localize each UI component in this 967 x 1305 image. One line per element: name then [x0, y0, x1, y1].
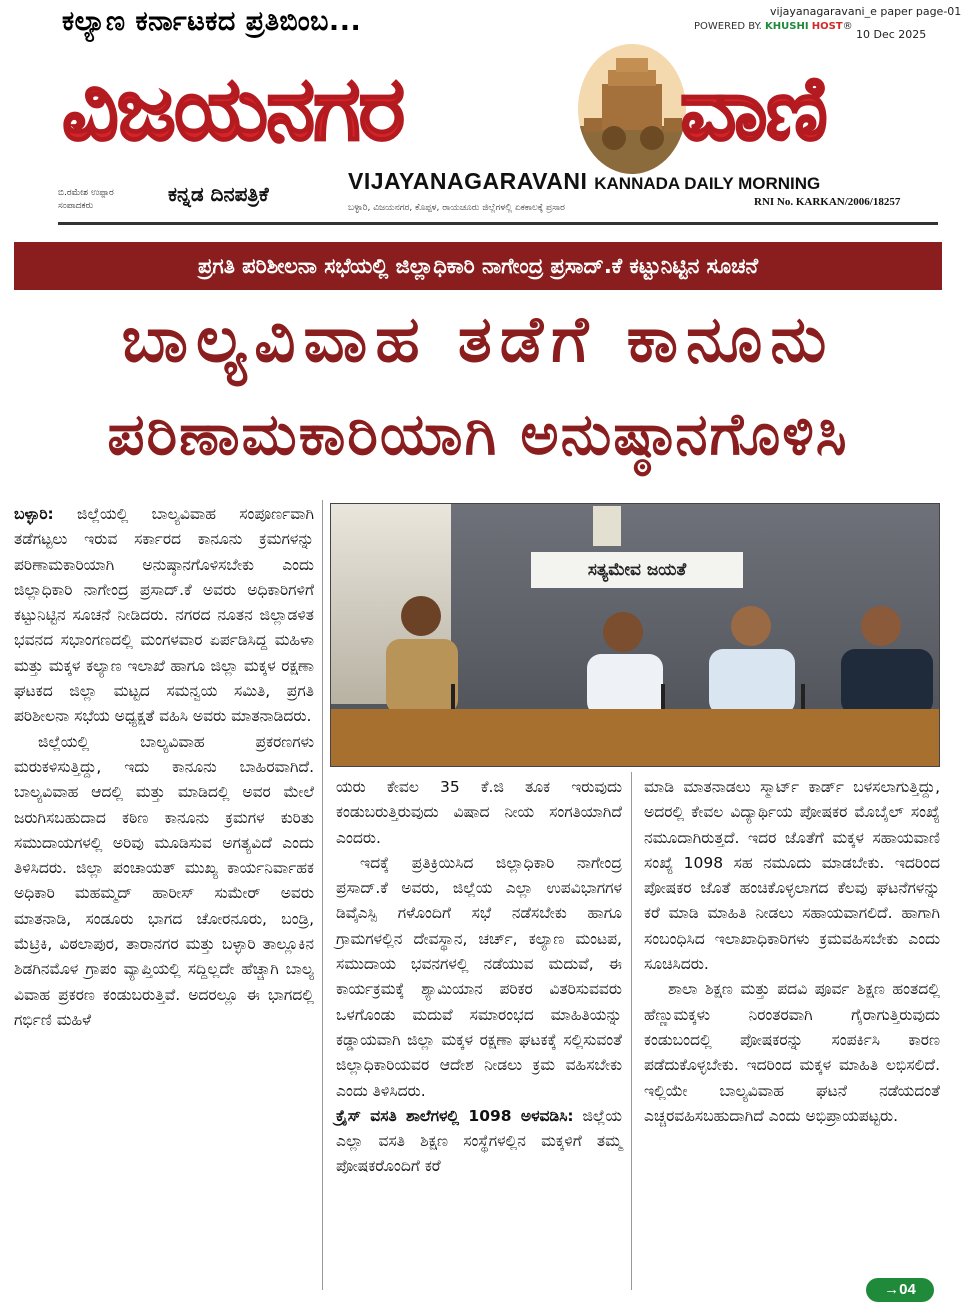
- column-divider-2: [631, 772, 632, 1290]
- col2-p3-text: ಜಿಲ್ಲೆಯ ಎಲ್ಲಾ ವಸತಿ ಶಿಕ್ಷಣ ಸಂಸ್ಥೆಗಳಲ್ಲಿನ ಮಕ್ಕಳಿಗೆ ತಮ್ಮ ಪೋಷಕರೊಂದಿಗೆ ಕರೆ: [336, 1106, 622, 1176]
- col1-paragraph-1: [14, 502, 314, 730]
- editor-credit: [58, 187, 114, 213]
- col1-paragraph-2: ಜಿಲ್ಲೆಯಲ್ಲಿ ಬಾಲ್ಯವಿವಾಹ ಪ್ರಕರಣಗಳು ಮರುಕಳಿಸುತ್ತಿದ್ದು, ಇದು ಕಾನೂನು ಬಾಹಿರವಾಗಿದೆ. ಬಾಲ್ಯವಿವಾಹ ಆದಲ್ಲಿ ಮತ್ತು ಮಾಡಿದಲ್ಲಿ ಅವರ ಮೇಲೆ ಜರುಗಿಸಬಹುದಾದ ಕಠಿಣ ಕಾನೂನು ಕ್ರಮಗಳ ಕುರಿತು ಸಮುದಾಯಗಳಲ್ಲಿ ಅರಿವು ಮೂಡಿಸುವ ಅಗತ್ಯವಿದೆ ಎಂದು ತಿಳಿಸಿದರು. ಜಿಲ್ಲಾ ಪಂಚಾಯತ್ ಮುಖ್ಯ ಕಾರ್ಯನಿರ್ವಾಹಕ ಅಧಿಕಾರಿ ಮಹಮ್ಮದ್ ಹಾರೀಸ್ ಸುಮೇರ್ ಅವರು ಮಾತನಾಡಿ, ಸಂಡೂರು ಭಾಗದ ಚೋರನೂರು, ಬಂಡ್ರಿ, ಮೆಟ್ರಿಕಿ, ವಿಠಲಾಪುರ, ತಾರಾನಗರ ಮತ್ತು ಬಳ್ಳಾರಿ ತಾಲ್ಲೂಕಿನ ಶಿಡಗಿನಮೊಳ ಗ್ರಾಪಂ ವ್ಯಾಪ್ತಿಯಲ್ಲಿ ಸದ್ದಿಲ್ಲದೇ ಹೆಚ್ಚಾಗಿ ಬಾಲ್ಯ ವಿವಾಹ ಪ್ರಕರಣ ಕಂಡುಬರುತ್ತಿವೆ. ಅದರಲ್ಲೂ ಈ ಭಾಗದಲ್ಲಿ ಗರ್ಭಿಣಿ ಮಹಿಳೆ: [14, 732, 314, 1029]
- english-subtitle: KANNADA DAILY MORNING: [594, 174, 821, 193]
- col3-paragraph-1: ಮಾಡಿ ಮಾತನಾಡಲು ಸ್ಮಾರ್ಟ್ ಕಾರ್ಡ್ ಬಳಸಲಾಗುತ್ತಿದ್ದು, ಅದರಲ್ಲಿ ಕೇವಲ ವಿದ್ಯಾರ್ಥಿಯ ಪೋಷಕರ ಮೊಬೈಲ್ ಸಂಖ್ಯೆ ನಮೂದಾಗಿರುತ್ತದೆ. ಇದರ ಜೊತೆಗೆ ಮಕ್ಕಳ ಸಹಾಯವಾಣಿ ಸಂಖ್ಯೆ 1098 ಸಹ ನಮೂದು ಮಾಡಬೇಕು. ಇದರಿಂದ ಪೋಷಕರ ಜೊತೆ ಹಂಚಿಕೊಳ್ಳಲಾಗದ ಕೆಲವು ಘಟನೆಗಳನ್ನು ಕರೆ ಮಾಡಿ ಮಾಹಿತಿ ನೀಡಲು ಸಹಾಯವಾಗಲಿದೆ. ಹಾಗಾಗಿ ಸಂಬಂಧಿಸಿದ ಇಲಾಖಾಧಿಕಾರಿಗಳು ಕ್ರಮವಹಿಸಬೇಕು ಎಂದು ಸೂಚಿಸಿದರು.: [644, 778, 940, 974]
- col2-paragraph-3: [336, 1104, 622, 1180]
- masthead-title-right: ವಾಣಿ: [680, 57, 826, 160]
- rni-number: RNI No. KARKAN/2006/18257: [754, 196, 901, 208]
- editor-name: ಬಿ.ರಮೇಶ ಉಪ್ಪಾರ: [58, 188, 114, 198]
- article-column-3: [644, 775, 940, 1129]
- col2-paragraph-1: ಯರು ಕೇವಲ 35 ಕೆ.ಜಿ ತೂಕ ಇರುವುದು ಕಂಡುಬರುತ್ತಿರುವುದು ವಿಷಾದ ನೀಯ ಸಂಗತಿಯಾಗಿದೆ ಎಂದರು.: [336, 778, 622, 847]
- continued-page-badge[interactable]: →04: [866, 1278, 934, 1302]
- kannada-daily-label: ಕನ್ನಡ ದಿನಪತ್ರಿಕೆ: [168, 182, 269, 206]
- col3-paragraph-2: ಶಾಲಾ ಶಿಕ್ಷಣ ಮತ್ತು ಪದವಿ ಪೂರ್ವ ಶಿಕ್ಷಣ ಹಂತದಲ್ಲಿ ಹೆಣ್ಣುಮಕ್ಕಳು ನಿರಂತರವಾಗಿ ಗೈರಾಗುತ್ತಿರುವುದು ಕಂಡುಬಂದಲ್ಲಿ ಪೋಷಕರನ್ನು ಸಂಪರ್ಕಿಸಿ ಕಾರಣ ಪಡೆದುಕೊಳ್ಳಬೇಕು. ಇದರಿಂದ ಮಕ್ಕಳ ಮಾಹಿತಿ ಲಭಿಸಲಿದೆ. ಇಲ್ಲಿಯೇ ಬಾಲ್ಯವಿವಾಹ ಘಟನೆ ನಡೆಯದಂತೆ ಎಚ್ಚರವಹಿಸಬಹುದಾಗಿದೆ ಎಂದು ಅಭಿಪ್ರಾಯಪಟ್ಟರು.: [644, 980, 940, 1125]
- editor-role: ಸಂಪಾದಕರು: [58, 201, 94, 211]
- circulation-districts: ಬಳ್ಳಾರಿ, ವಿಜಯನಗರ, ಕೊಪ್ಪಳ, ರಾಯಚೂರು ಜಿಲ್ಲೆಗಳಲ್ಲಿ ಏಕಕಾಲಕ್ಕೆ ಪ್ರಸಾರ: [348, 203, 565, 213]
- article-column-2: [336, 775, 622, 1180]
- powered-brand-khushi: KHUSHI: [765, 21, 809, 32]
- english-name: VIJAYANAGARAVANI: [348, 168, 588, 194]
- edition-date: 10 Dec 2025: [856, 28, 927, 41]
- powered-brand-host: HOST: [811, 21, 843, 32]
- dateline: ಬಳ್ಳಾರಿ:: [14, 505, 54, 523]
- article-kicker: ಪ್ರಗತಿ ಪರಿಶೀಲನಾ ಸಭೆಯಲ್ಲಿ ಜಿಲ್ಲಾಧಿಕಾರಿ ನಾಗೇಂದ್ರ ಪ್ರಸಾದ್.ಕೆ ಕಟ್ಟುನಿಟ್ಟಿನ ಸೂಚನೆ: [14, 242, 942, 290]
- article-column-1: [14, 502, 314, 1033]
- epaper-label: vijayanagaravani_e paper page-01: [770, 5, 962, 18]
- meeting-photo: [330, 503, 940, 767]
- masthead-title-left: ವಿಜಯನಗರ: [62, 57, 404, 160]
- article-headline-line-2: ಪರಿಣಾಮಕಾರಿಯಾಗಿ ಅನುಷ್ಠಾನಗೊಳಿಸಿ: [107, 400, 849, 468]
- article-headline-line-1: ಬಾಲ್ಯವಿವಾಹ ತಡೆಗೆ ಕಾನೂನು: [121, 303, 835, 377]
- photo-conference-table: [331, 709, 940, 767]
- photo-banner-text: ಸತ್ಯಮೇವ ಜಯತೆ: [531, 552, 743, 588]
- masthead-divider: [58, 222, 938, 225]
- powered-by-label: POWERED BY.: [694, 21, 762, 32]
- column-divider-1: [322, 500, 323, 1290]
- powered-by: [694, 21, 853, 32]
- english-masthead: [348, 168, 820, 195]
- masthead-tagline: ಕಲ್ಯಾಣ ಕರ್ನಾಟಕದ ಪ್ರತಿಬಿಂಬ...: [62, 6, 362, 37]
- col2-paragraph-2: ಇದಕ್ಕೆ ಪ್ರತಿಕ್ರಿಯಿಸಿದ ಜಿಲ್ಲಾಧಿಕಾರಿ ನಾಗೇಂದ್ರ ಪ್ರಸಾದ್.ಕೆ ಅವರು, ಜಿಲ್ಲೆಯ ಎಲ್ಲಾ ಉಪವಿಭಾಗಗಳ ಡಿವೈಎಸ್ಪಿ ಗಳೊಂದಿಗೆ ಸಭೆ ನಡೆಸಬೇಕು ಹಾಗೂ ಗ್ರಾಮಗಳಲ್ಲಿನ ದೇವಸ್ಥಾನ, ಚರ್ಚ್, ಕಲ್ಯಾಣ ಮಂಟಪ, ಸಮುದಾಯ ಭವನಗಳಲ್ಲಿ ನಡೆಯುವ ಮದುವೆ, ಈ ಕಾರ್ಯಕ್ರಮಕ್ಕೆ ಶ್ಯಾಮಿಯಾನ ಪರಿಕರ ವಿತರಿಸುವವರು ಒಳಗೊಂಡು ಮದುವೆ ಸಮಾರಂಭದ ಮಾಹಿತಿಯನ್ನು ಕಡ್ಡಾಯವಾಗಿ ಜಿಲ್ಲಾ ಮಕ್ಕಳ ರಕ್ಷಣಾ ಘಟಕಕ್ಕೆ ಸಲ್ಲಿಸುವಂತೆ ಜಿಲ್ಲಾಧಿಕಾರಿಯವರ ಆದೇಶ ನೀಡಲು ಕ್ರಮ ವಹಿಸಬೇಕು ಎಂದು ತಿಳಿಸಿದರು.: [336, 853, 622, 1100]
- col1-p1-text: ಜಿಲ್ಲೆಯಲ್ಲಿ ಬಾಲ್ಯವಿವಾಹ ಸಂಪೂರ್ಣವಾಗಿ ತಡೆಗಟ್ಟಲು ಇರುವ ಸರ್ಕಾರದ ಕಾನೂನು ಕ್ರಮಗಳನ್ನು ಪರಿಣಾಮಕಾರಿಯಾಗಿ ಅನುಷ್ಠಾನಗೊಳಿಸಬೇಕು ಎಂದು ಜಿಲ್ಲಾಧಿಕಾರಿ ನಾಗೇಂದ್ರ ಪ್ರಸಾದ್.ಕೆ ಅವರು ಅಧಿಕಾರಿಗಳಿಗೆ ಕಟ್ಟುನಿಟ್ಟಿನ ಸೂಚನೆ ನೀಡಿದರು. ನಗರದ ನೂತನ ಜಿಲ್ಲಾಡಳಿತ ಭವನದ ಸಭಾಂಗಣದಲ್ಲಿ ಮಂಗಳವಾರ ಏರ್ಪಡಿಸಿದ್ದ ಮಹಿಳಾ ಮತ್ತು ಮಕ್ಕಳ ಕಲ್ಯಾಣ ಇಲಾಖೆ ಹಾಗೂ ಜಿಲ್ಲಾ ಮಕ್ಕಳ ರಕ್ಷಣಾ ಘಟಕದ ಜಿಲ್ಲಾ ಮಟ್ಟದ ಸಮನ್ವಯ ಸಮಿತಿ, ಪ್ರಗತಿ ಪರಿಶೀಲನಾ ಸಭೆಯ ಅಧ್ಯಕ್ಷತೆ ವಹಿಸಿ ಅವರು ಮಾತನಾಡಿದರು.: [14, 505, 314, 726]
- col2-subheading: ಕ್ರೈಸ್ ವಸತಿ ಶಾಲೆಗಳಲ್ಲಿ 1098 ಅಳವಡಿಸಿ:: [336, 1106, 574, 1125]
- powered-mark: ®: [842, 21, 853, 32]
- hampi-chariot-emblem-icon: [578, 44, 686, 174]
